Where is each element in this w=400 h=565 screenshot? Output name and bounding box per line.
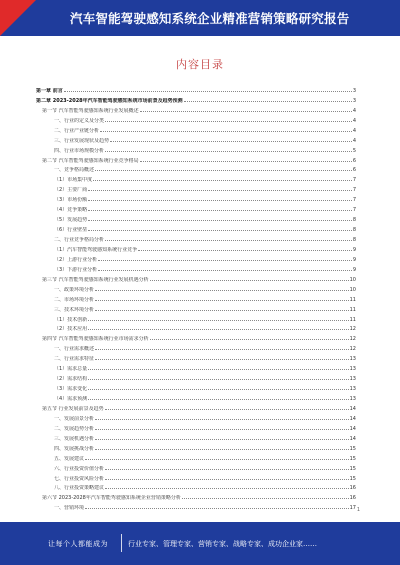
toc-leader-dots	[105, 488, 349, 489]
toc-entry-label: （3）需求变化	[54, 386, 88, 393]
toc-entry-page: 6	[352, 157, 356, 164]
toc-entry-label: 一、行业的定义及分类	[54, 117, 105, 124]
toc-leader-dots	[150, 339, 349, 340]
toc-leader-dots	[88, 230, 352, 231]
toc-entry-page: 12	[349, 346, 356, 353]
toc-entry-page: 14	[349, 415, 356, 422]
toc-entry-label: 五、发展建议	[54, 455, 85, 462]
toc-leader-dots	[95, 310, 349, 311]
toc-leader-dots	[95, 429, 349, 430]
toc-entry[interactable]	[36, 462, 356, 472]
toc-leader-dots	[88, 399, 348, 400]
report-title: 汽车智能驾驶感知系统企业精准营销策略研究报告	[70, 11, 350, 26]
toc-entry[interactable]	[36, 193, 356, 203]
toc-entry-page: 6	[352, 167, 356, 174]
toc-entry-label: 二、行业产业链分析	[54, 127, 100, 134]
toc-leader-dots	[105, 479, 349, 480]
toc-entry-page: 10	[349, 276, 356, 283]
toc-leader-dots	[95, 170, 352, 171]
toc-leader-dots	[98, 260, 352, 261]
toc-entry-label: 第五节 行业发展前景及趋势	[42, 405, 104, 412]
toc-entry-label: 二、市场环境分析	[54, 296, 95, 303]
toc-entry-label: 三、发展机遇分析	[54, 435, 95, 442]
toc-entry[interactable]	[36, 442, 356, 452]
toc-entry-page: 13	[349, 396, 356, 402]
footer-divider	[121, 534, 122, 552]
toc-leader-dots	[138, 250, 352, 251]
toc-leader-dots	[95, 419, 349, 420]
toc-leader-dots	[105, 409, 349, 410]
toc-entry-label: （4）竞争策略	[54, 207, 88, 214]
toc-entry-page: 11	[349, 296, 356, 303]
toc-entry[interactable]	[36, 104, 356, 114]
toc-entry-page: 4	[352, 117, 356, 124]
page-number: 1	[356, 507, 360, 513]
toc-entry[interactable]	[36, 173, 356, 183]
toc-leader-dots	[95, 439, 349, 440]
toc-entry[interactable]	[36, 382, 356, 392]
toc-entry[interactable]	[36, 323, 356, 333]
toc-entry[interactable]	[36, 84, 356, 94]
toc-entry[interactable]	[36, 332, 356, 342]
toc-entry[interactable]	[36, 253, 356, 263]
toc-entry-label: （6）行业壁垒	[54, 227, 88, 234]
toc-entry-label: （1）市场集中度	[54, 177, 93, 184]
toc-entry-label: 一、竞争格局概述	[54, 167, 95, 174]
toc-entry-page: 17	[349, 505, 356, 512]
toc-entry[interactable]	[36, 362, 356, 372]
toc-entry-label: 一、行业需求概述	[54, 346, 95, 353]
toc-entry[interactable]	[36, 491, 356, 501]
toc-leader-dots	[110, 141, 352, 142]
toc-entry[interactable]	[36, 313, 356, 323]
toc-entry-label: 第六节 2023-2028年汽车智能驾驶感知系统企业营销策略分析	[42, 495, 181, 502]
toc-entry-page: 15	[349, 465, 356, 472]
toc-entry-page: 8	[352, 237, 356, 243]
toc-entry-page: 13	[349, 366, 356, 373]
toc-entry[interactable]	[36, 342, 356, 352]
toc-entry[interactable]	[36, 482, 356, 492]
toc-entry-page: 9	[352, 266, 356, 273]
toc-entry-label: 第四节 汽车智能驾驶感知系统行业市场需求分析	[42, 336, 149, 343]
toc-entry[interactable]	[36, 94, 356, 104]
table-of-contents	[36, 84, 356, 511]
toc-entry-label: （2）技术应用	[54, 326, 88, 333]
toc-entry-label: （3）市场份额	[54, 197, 88, 204]
toc-leader-dots	[95, 349, 349, 350]
toc-leader-dots	[88, 210, 352, 211]
toc-leader-dots	[105, 121, 352, 122]
toc-leader-dots	[140, 111, 352, 112]
toc-entry[interactable]	[36, 283, 356, 293]
toc-leader-dots	[64, 91, 352, 92]
toc-entry-page: 13	[349, 376, 356, 383]
toc-leader-dots	[105, 151, 352, 152]
toc-leader-dots	[140, 161, 352, 162]
toc-entry[interactable]	[36, 402, 356, 412]
toc-entry-page: 8	[352, 227, 356, 234]
toc-entry-page: 4	[352, 107, 356, 114]
toc-leader-dots	[95, 359, 349, 360]
toc-entry[interactable]	[36, 352, 356, 362]
toc-entry-page: 15	[349, 475, 356, 482]
header-red-corner	[0, 0, 36, 36]
toc-entry-page: 3	[352, 97, 356, 104]
footer-slogan-left: 让每个人都能成为	[48, 540, 108, 548]
toc-leader-dots	[95, 290, 349, 291]
toc-leader-dots	[88, 200, 352, 201]
toc-entry-page: 3	[352, 87, 356, 94]
toc-leader-dots	[88, 389, 348, 390]
toc-entry-page: 4	[352, 127, 356, 134]
toc-entry[interactable]	[36, 263, 356, 273]
toc-entry[interactable]	[36, 472, 356, 482]
toc-leader-dots	[93, 180, 352, 181]
toc-leader-dots	[98, 270, 352, 271]
toc-entry-label: 七、行业投资风险分析	[54, 475, 105, 482]
toc-entry-page: 8	[352, 217, 356, 224]
toc-entry-label: 二、发展趋势分析	[54, 425, 95, 432]
toc-leader-dots	[105, 240, 352, 241]
toc-entry-page: 7	[352, 187, 356, 194]
toc-entry[interactable]	[36, 432, 356, 442]
toc-entry-label: 第二节 汽车智能驾驶感知系统行业竞争格局	[42, 157, 139, 164]
toc-entry-label: 二、行业竞争格局分析	[54, 237, 105, 243]
toc-entry-page: 10	[349, 286, 356, 293]
toc-entry-page: 16	[349, 485, 356, 492]
toc-entry[interactable]	[36, 213, 356, 223]
toc-entry-page: 16	[349, 495, 356, 502]
toc-entry-label: 三、技术环境分析	[54, 306, 95, 313]
toc-leader-dots	[95, 449, 349, 450]
toc-entry[interactable]	[36, 124, 356, 134]
toc-entry[interactable]	[36, 144, 356, 154]
toc-entry[interactable]	[36, 233, 356, 243]
toc-leader-dots	[182, 498, 349, 499]
toc-entry-page: 7	[352, 197, 356, 204]
toc-entry-label: （2）上游行业分析	[54, 256, 98, 263]
toc-entry-page: 15	[349, 455, 356, 462]
footer-banner	[0, 522, 400, 565]
toc-entry-label: 一、发展前景分析	[54, 415, 95, 422]
toc-entry[interactable]	[36, 293, 356, 303]
toc-entry-page: 7	[352, 207, 356, 214]
toc-entry[interactable]	[36, 223, 356, 233]
toc-entry-label: （1）需求总量	[54, 366, 88, 373]
toc-entry-page: 14	[349, 435, 356, 442]
toc-entry-label: 四、发展挑战分析	[54, 445, 95, 452]
toc-entry-page: 12	[349, 326, 356, 333]
toc-leader-dots	[88, 379, 348, 380]
toc-entry-label: （2）主要厂商	[54, 187, 88, 194]
toc-entry-label: 三、行业发展现状及趋势	[54, 137, 110, 144]
toc-entry-page: 11	[349, 316, 356, 323]
toc-entry-page: 14	[349, 425, 356, 432]
toc-leader-dots	[105, 469, 349, 470]
toc-leader-dots	[95, 300, 349, 301]
toc-entry-label: （5）发展趋势	[54, 217, 88, 224]
toc-entry[interactable]	[36, 203, 356, 213]
toc-entry-label: （3）下游行业分析	[54, 266, 98, 273]
toc-entry[interactable]	[36, 154, 356, 164]
toc-entry-label: 四、行业市场规模分析	[54, 147, 105, 154]
toc-entry-page: 9	[352, 256, 356, 263]
toc-entry-page: 13	[349, 356, 356, 363]
toc-leader-dots	[88, 320, 348, 321]
toc-entry-page: 11	[349, 306, 356, 313]
toc-entry-label: （2）需求结构	[54, 376, 88, 383]
toc-entry-label: 八、行业投资策略建议	[54, 485, 105, 492]
toc-leader-dots	[184, 101, 352, 102]
toc-entry[interactable]	[36, 273, 356, 283]
toc-entry-label: 第三节 汽车智能驾驶感知系统行业发展机遇分析	[42, 276, 149, 283]
toc-entry-page: 7	[352, 177, 356, 184]
toc-entry-label: 第二章 2023-2028年汽车智能驾驶感知系统市场前景及趋势预测	[36, 97, 183, 104]
toc-entry[interactable]	[36, 114, 356, 124]
toc-entry-page: 9	[352, 246, 356, 253]
toc-leader-dots	[88, 220, 352, 221]
header-banner	[0, 0, 400, 36]
toc-entry[interactable]	[36, 422, 356, 432]
toc-entry-label: （4）需求预测	[54, 396, 88, 402]
toc-entry-page: 15	[349, 445, 356, 452]
toc-entry-page: 14	[349, 405, 356, 412]
toc-entry[interactable]	[36, 164, 356, 174]
toc-entry-label: 二、行业需求特征	[54, 356, 95, 363]
toc-leader-dots	[88, 329, 348, 330]
toc-leader-dots	[88, 190, 352, 191]
toc-entry[interactable]	[36, 183, 356, 193]
toc-entry-label: （1）汽车智能驾驶感知系统行业竞争	[54, 246, 138, 253]
toc-leader-dots	[100, 131, 352, 132]
toc-entry[interactable]	[36, 412, 356, 422]
toc-leader-dots	[85, 459, 349, 460]
toc-entry-page: 5	[352, 147, 356, 154]
toc-entry[interactable]	[36, 372, 356, 382]
toc-entry[interactable]	[36, 303, 356, 313]
footer-slogan-right: 行业专家、管理专家、营销专家、战略专家、成功企业家……	[128, 540, 317, 548]
toc-entry-label: 一、政策环境分析	[54, 286, 95, 293]
toc-entry-page: 13	[349, 386, 356, 393]
toc-entry[interactable]	[36, 392, 356, 402]
toc-entry-label: （1）技术创新	[54, 316, 88, 323]
toc-entry[interactable]	[36, 243, 356, 253]
toc-entry-label: 第一节 汽车智能驾驶感知系统行业发展概述	[42, 107, 139, 114]
toc-entry-page: 4	[352, 137, 356, 144]
toc-heading: 内容目录	[176, 58, 224, 71]
toc-entry-label: 六、行业投资价值分析	[54, 465, 105, 472]
toc-entry-page: 12	[349, 336, 356, 343]
toc-entry[interactable]	[36, 452, 356, 462]
toc-leader-dots	[150, 280, 349, 281]
toc-entry[interactable]	[36, 134, 356, 144]
toc-entry-label: 一、营销环境	[54, 505, 85, 512]
toc-entry-label: 第一章 前言	[36, 87, 63, 94]
toc-leader-dots	[88, 369, 348, 370]
